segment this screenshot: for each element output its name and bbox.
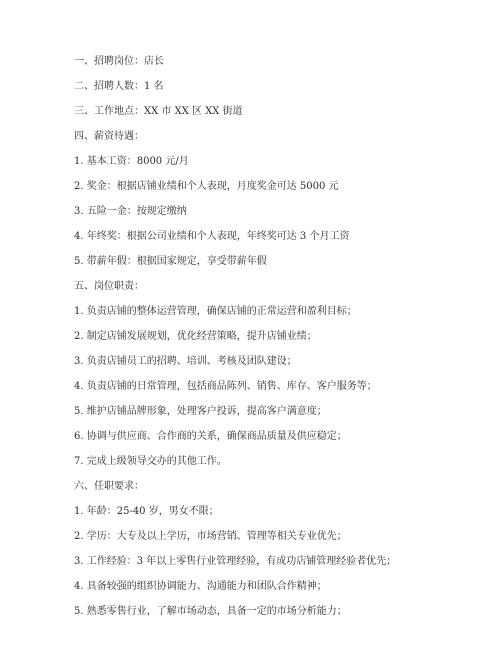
requirement-item: 2. 学历：大专及以上学历，市场营销、管理等相关专业优先； xyxy=(74,531,347,542)
responsibility-item: 1. 负责店铺的整体运营管理，确保店铺的正常运营和盈利目标； xyxy=(74,306,357,317)
section-heading-requirements: 六、任职要求： xyxy=(74,481,144,492)
responsibility-item: 3. 负责店铺员工的招聘、培训、考核及团队建设； xyxy=(74,356,297,367)
requirement-item: 5. 熟悉零售行业，了解市场动态，具备一定的市场分析能力； xyxy=(74,606,347,617)
responsibility-item: 7. 完成上级领导交办的其他工作。 xyxy=(74,456,227,467)
salary-item-bonus: 2. 奖金：根据店铺业绩和个人表现，月度奖金可达 5000 元 xyxy=(74,181,339,192)
requirement-item: 4. 具备较强的组织协调能力、沟通能力和团队合作精神； xyxy=(74,581,327,592)
responsibility-item: 4. 负责店铺的日常管理，包括商品陈列、销售、库存、客户服务等； xyxy=(74,381,377,392)
responsibility-item: 6. 协调与供应商、合作商的关系，确保商品质量及供应稳定； xyxy=(74,431,347,442)
salary-item-paid-leave: 5. 带薪年假：根据国家规定，享受带薪年假 xyxy=(74,256,267,267)
requirement-item: 3. 工作经验：3 年以上零售行业管理经验，有成功店铺管理经验者优先； xyxy=(74,556,397,567)
section-heading-responsibilities: 五、岗位职责： xyxy=(74,281,144,292)
section-heading-salary: 四、薪资待遇： xyxy=(74,131,144,142)
responsibility-item: 5. 维护店铺品牌形象，处理客户投诉，提高客户满意度； xyxy=(74,406,327,417)
salary-item-insurance: 3. 五险一金：按规定缴纳 xyxy=(74,206,187,217)
salary-item-base-pay: 1. 基本工资：8000 元/月 xyxy=(74,156,189,167)
responsibility-item: 2. 制定店铺发展规划，优化经营策略，提升店铺业绩； xyxy=(74,331,317,342)
salary-item-year-end-bonus: 4. 年终奖：根据公司业绩和个人表现，年终奖可达 3 个月工资 xyxy=(74,231,350,242)
requirement-item: 1. 年龄：25-40 岁，男女不限； xyxy=(74,506,219,517)
section-heading-headcount: 二、招聘人数：1 名 xyxy=(74,81,164,92)
section-heading-location: 三、工作地点：XX 市 XX 区 XX 街道 xyxy=(74,106,243,117)
section-heading-position: 一、招聘岗位：店长 xyxy=(74,56,164,67)
